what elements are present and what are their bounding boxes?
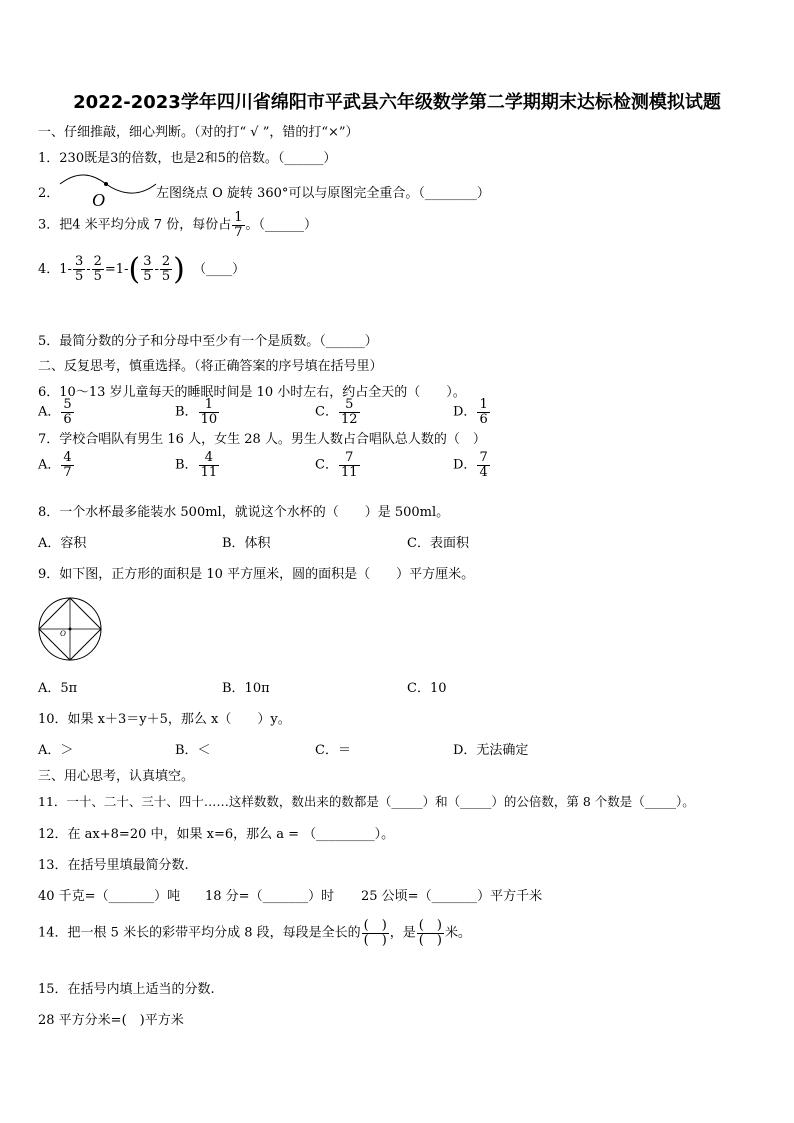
- q8-option-c: C．表面积: [407, 536, 469, 551]
- question-2-number: 2．: [38, 186, 60, 201]
- q10-option-a: A．＞: [38, 743, 74, 758]
- question-4: 4．1- $\frac{3}{5}$ - $\frac{2}{5}$ =1-( $\frac{3}{5}$ - $\frac{2}{5}$ ) （____）: [38, 252, 246, 287]
- q6-option-c: C． $\frac{5}{12}$: [315, 397, 358, 427]
- question-13: 13．在括号里填最简分数.: [38, 858, 189, 873]
- question-12: 12．在 ax+8=20 中，如果 x=6，那么 a = （_________）。: [38, 827, 395, 842]
- question-1: 1．230既是3的倍数，也是2和5的倍数。（______）: [38, 151, 337, 166]
- section-1-heading: 一、仔细推敲，细心判断。（对的打“ √ ”，错的打“×”）: [38, 125, 359, 140]
- question-10: 10．如果 x＋3＝y＋5，那么 x（ ）y。: [38, 712, 291, 727]
- q13-item-1: 40 千克=（_______）吨: [38, 889, 181, 904]
- section-2-heading: 二、反复思考，慎重选择。（将正确答案的序号填在括号里）: [38, 359, 383, 374]
- question-3: [38, 211, 317, 239]
- section-3-heading: 三、用心思考，认真填空。: [38, 769, 195, 784]
- question-4-blank: （____）: [193, 262, 246, 277]
- q10-option-d: D．无法确定: [453, 743, 529, 758]
- page-title: 2022-2023学年四川省绵阳市平武县六年级数学第二学期期末达标检测模拟试题: [73, 92, 721, 113]
- question-9: 9．如下图，正方形的面积是 10 平方厘米，圆的面积是（ ）平方厘米。: [38, 567, 475, 582]
- question-2-text: 左图绕点 O 旋转 360°可以与原图完全重合。（________）: [156, 186, 490, 201]
- q10-option-b: B．＜: [175, 743, 211, 758]
- q14-blank-fraction-1: $\frac{( )}{( )}$: [363, 918, 387, 948]
- q9-option-a: A．5π: [38, 681, 78, 696]
- center-o-label: O: [60, 629, 66, 638]
- question-14: 14．把一根 5 米长的彩带平均分成 8 段，每段是全长的 $\frac{( )}{( )}$ ，是 $\frac{( )}{( )}$ 米。: [38, 918, 471, 948]
- point-o-label: O: [92, 190, 105, 210]
- fraction-one-seventh: $\frac{1}{7}$: [234, 210, 243, 240]
- question-3-text: 3．把4 米平均分成 7 份，每份占: [38, 217, 232, 233]
- question-15: 15．在括号内填上适当的分数.: [38, 982, 215, 997]
- question-7: 7．学校合唱队有男生 16 人，女生 28 人。男生人数占合唱队总人数的（ ）: [38, 432, 486, 447]
- q7-option-a: A． $\frac{4}{7}$: [38, 450, 72, 480]
- square-circle-figure-icon: [36, 595, 106, 665]
- question-3-blank: 。（______）: [245, 217, 318, 233]
- rotation-figure-icon: [58, 170, 158, 210]
- q13-item-3: 25 公顷=（_______）平方千米: [361, 889, 543, 904]
- question-11: 11．一十、二十、三十、四十……这样数数，数出来的数都是（_____）和（_____）的公倍数，第 8 个数是（_____）。: [38, 794, 695, 809]
- q6-option-b: B． $\frac{1}{10}$: [175, 397, 218, 427]
- question-2: [38, 182, 59, 201]
- q7-option-b: B． $\frac{4}{11}$: [175, 450, 218, 480]
- question-15-line: 28 平方分米=( )平方米: [38, 1013, 184, 1028]
- q9-option-c: C．10: [407, 681, 447, 696]
- q14-blank-fraction-2: $\frac{( )}{( )}$: [418, 918, 442, 948]
- q10-option-c: C．＝: [315, 743, 351, 758]
- q7-option-d: D． $\frac{7}{4}$: [453, 450, 488, 480]
- q8-option-b: B．体积: [222, 536, 271, 551]
- q9-option-b: B．10π: [222, 681, 270, 696]
- q6-option-d: D． $\frac{1}{6}$: [453, 397, 488, 427]
- q7-option-c: C． $\frac{7}{11}$: [315, 450, 358, 480]
- q6-option-a: A． $\frac{5}{6}$: [38, 397, 72, 427]
- question-6: 6．10～13 岁儿童每天的睡眠时间是 10 小时左右，约占全天的（ ）。: [38, 385, 466, 400]
- question-8: 8．一个水杯最多能装水 500ml，就说这个水杯的（ ）是 500ml。: [38, 505, 450, 520]
- question-5: 5．最简分数的分子和分母中至少有一个是质数。（______）: [38, 334, 378, 349]
- q13-item-2: 18 分=（_______）时: [205, 889, 335, 904]
- question-14-text: 14．把一根 5 米长的彩带平均分成 8 段，每段是全长的: [38, 925, 361, 941]
- q8-option-a: A．容积: [38, 536, 87, 551]
